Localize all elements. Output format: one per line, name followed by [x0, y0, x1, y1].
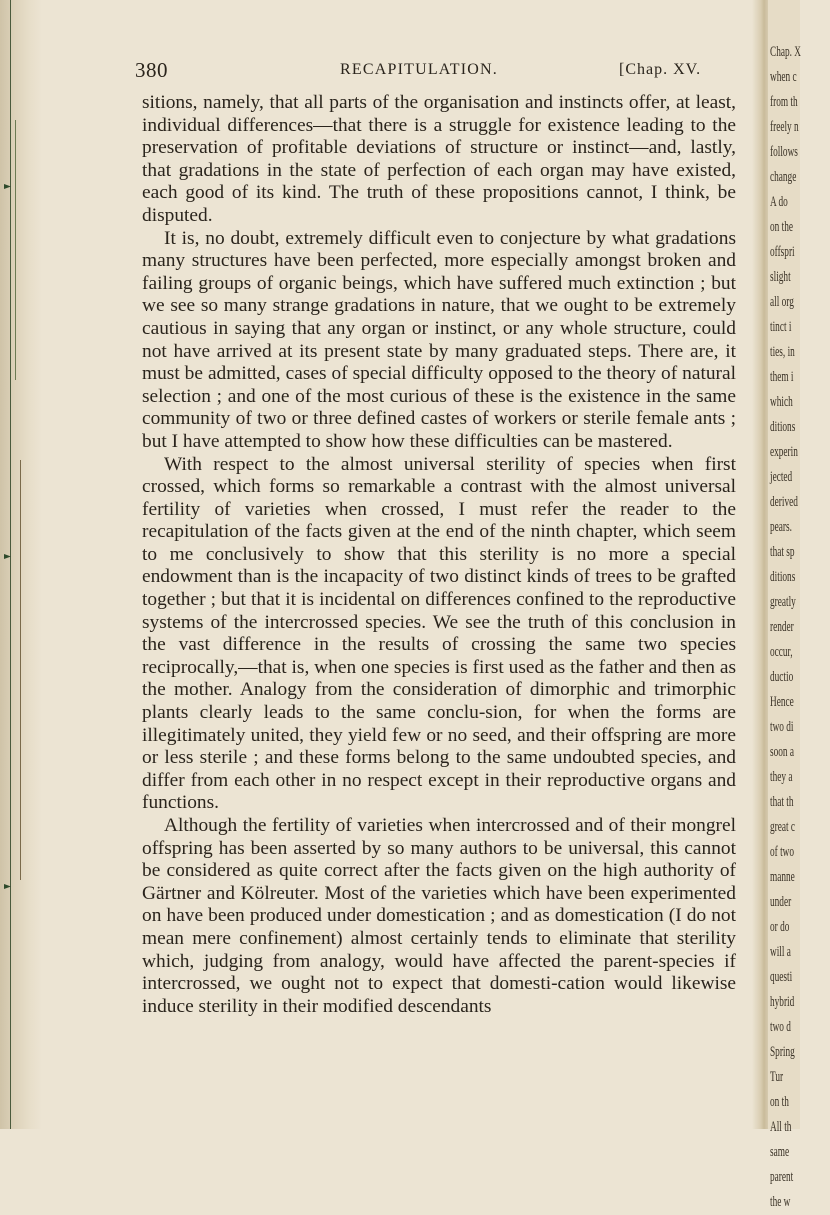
facing-page-fragment: A do [770, 194, 788, 210]
binding-thread [20, 460, 21, 880]
chapter-reference: [Chap. XV. [619, 61, 702, 78]
binding-thread [15, 120, 16, 380]
facing-page-fragment: manne [770, 869, 795, 885]
facing-page-fragment: or do [770, 919, 790, 935]
facing-page-fragment: from th [770, 94, 798, 110]
facing-page-fragment: ditions [770, 569, 796, 585]
facing-page-fragment: tinct i [770, 319, 792, 335]
facing-page-fragment: soon a [770, 744, 795, 760]
facing-page-fragment: them i [770, 369, 794, 385]
body-text [142, 92, 736, 1018]
facing-page-fragment: offspri [770, 244, 795, 260]
facing-page-fragment: pears. [770, 519, 792, 535]
facing-page-fragment: parent [770, 1169, 794, 1185]
facing-page-fragment: questi [770, 969, 793, 985]
facing-page-fragment: change [770, 169, 797, 185]
facing-page-text [770, 40, 830, 1215]
paragraph: It is, no doubt, extremely difficult even to conjecture by what gradations many structures have been perfected, more especially amongst broken and failing groups of organic beings, which have suffered much extinction ; but we see so many strange gradations in nature, that we ought to be extremely cautious in saying that any organ or instinct, or any whole structure, could not have arrived at its present state by many graduated steps. There are, it must be admitted, cases of special difficulty opposed to the theory of natural selection ; and one of the most curious of these is the existence in the same community of two or three defined castes of workers or sterile female ants ; but I have attempted to show how these difficulties can be mastered. [142, 227, 736, 452]
facing-page-fragment: ditions [770, 419, 796, 435]
facing-page-fragment: ductio [770, 669, 794, 685]
book-binding-edge [0, 0, 42, 1129]
facing-page-fragment: Hence [770, 694, 794, 710]
facing-page-fragment: occur, [770, 644, 793, 660]
facing-page-fragment: Spring [770, 1044, 795, 1060]
facing-page-fragment: Chap. X [770, 44, 801, 60]
facing-page-fragment: ties, in [770, 344, 795, 360]
facing-page-fragment: that sp [770, 544, 795, 560]
facing-page-fragment: they a [770, 769, 793, 785]
paragraph-continued: sitions, namely, that all parts of the organisation and instincts offer, at least, individual differences—that there is a struggle for existence leading to the preservation of profitable deviations of structure or instinct—and, lastly, that gradations in the state of perfection of each organ may have existed, each good of its kind. The truth of these propositions cannot, I think, be disputed. [142, 92, 736, 226]
facing-page-fragment: will a [770, 944, 791, 960]
facing-page-fragment: two di [770, 719, 794, 735]
facing-page-fragment: freely n [770, 119, 799, 135]
facing-page-fragment: All th [770, 1119, 792, 1135]
facing-page-fragment: jected [770, 469, 793, 485]
facing-page-fragment: on th [770, 1094, 789, 1110]
running-header [135, 58, 735, 82]
facing-page-fragment: Tur [770, 1069, 784, 1085]
facing-page-fragment: great c [770, 819, 796, 835]
facing-page-fragment: that th [770, 794, 794, 810]
facing-page-fragment: same [770, 1144, 790, 1160]
facing-page-fragment: all org [770, 294, 794, 310]
facing-page-fragment: when c [770, 69, 797, 85]
facing-page-fragment: follows [770, 144, 798, 160]
paragraph: Although the fertility of varieties when intercrossed and of their mongrel offspring has been asserted by so many authors to be universal, this cannot be considered as quite correct after the facts given on the high authority of Gärtner and Kölreuter. Most of the varieties which have been experimented on have been produced under domestication ; and as domestication (I do not mean mere confinement) almost certainly tends to eliminate that sterility which, judging from analogy, would have affected the parent-species if intercrossed, we ought not to expect that domesti-cation would likewise induce sterility in their modified descendants [142, 815, 736, 1017]
paragraph: With respect to the almost universal sterility of species when first crossed, which forms so remarkable a contrast with the almost universal fertility of varieties when crossed, I must refer the reader to the recapitulation of the facts given at the end of the ninth chapter, which seem to me conclusively to show that this sterility is no more a special endowment than is the incapacity of two distinct kinds of trees to be grafted together ; but that it is incidental on differences confined to the reproductive systems of the intercrossed species. We see the truth of this conclusion in the vast difference in the results of crossing the same two species reciprocally,—that is, when one species is first used as the father and then as the mother. Analogy from the consideration of dimorphic and trimorphic plants clearly leads to the same conclu-sion, for when the forms are illegitimately united, they yield few or no seed, and their offspring are more or less sterile ; and these forms belong to the same undoubted species, and differ from each other in no respect except in their reproductive organs and functions. [142, 453, 736, 814]
facing-page-fragment: which [770, 394, 793, 410]
facing-page-fragment: slight [770, 269, 791, 285]
facing-page-fragment: render [770, 619, 794, 635]
facing-page-fragment: two d [770, 1019, 791, 1035]
facing-page-fragment: hybrid [770, 994, 795, 1010]
facing-page-fragment: the w [770, 1194, 791, 1210]
facing-page-fragment: derived [770, 494, 798, 510]
facing-page-fragment: greatly [770, 594, 796, 610]
facing-page-fragment: of two [770, 844, 795, 860]
page-number: 380 [135, 58, 168, 82]
facing-page-fragment: on the [770, 219, 793, 235]
binding-thread [10, 0, 11, 1129]
running-title: RECAPITULATION. [340, 61, 498, 78]
facing-page-fragment: under [770, 894, 792, 910]
facing-page-edge [768, 0, 801, 1210]
facing-page-fragment: experin [770, 444, 798, 460]
